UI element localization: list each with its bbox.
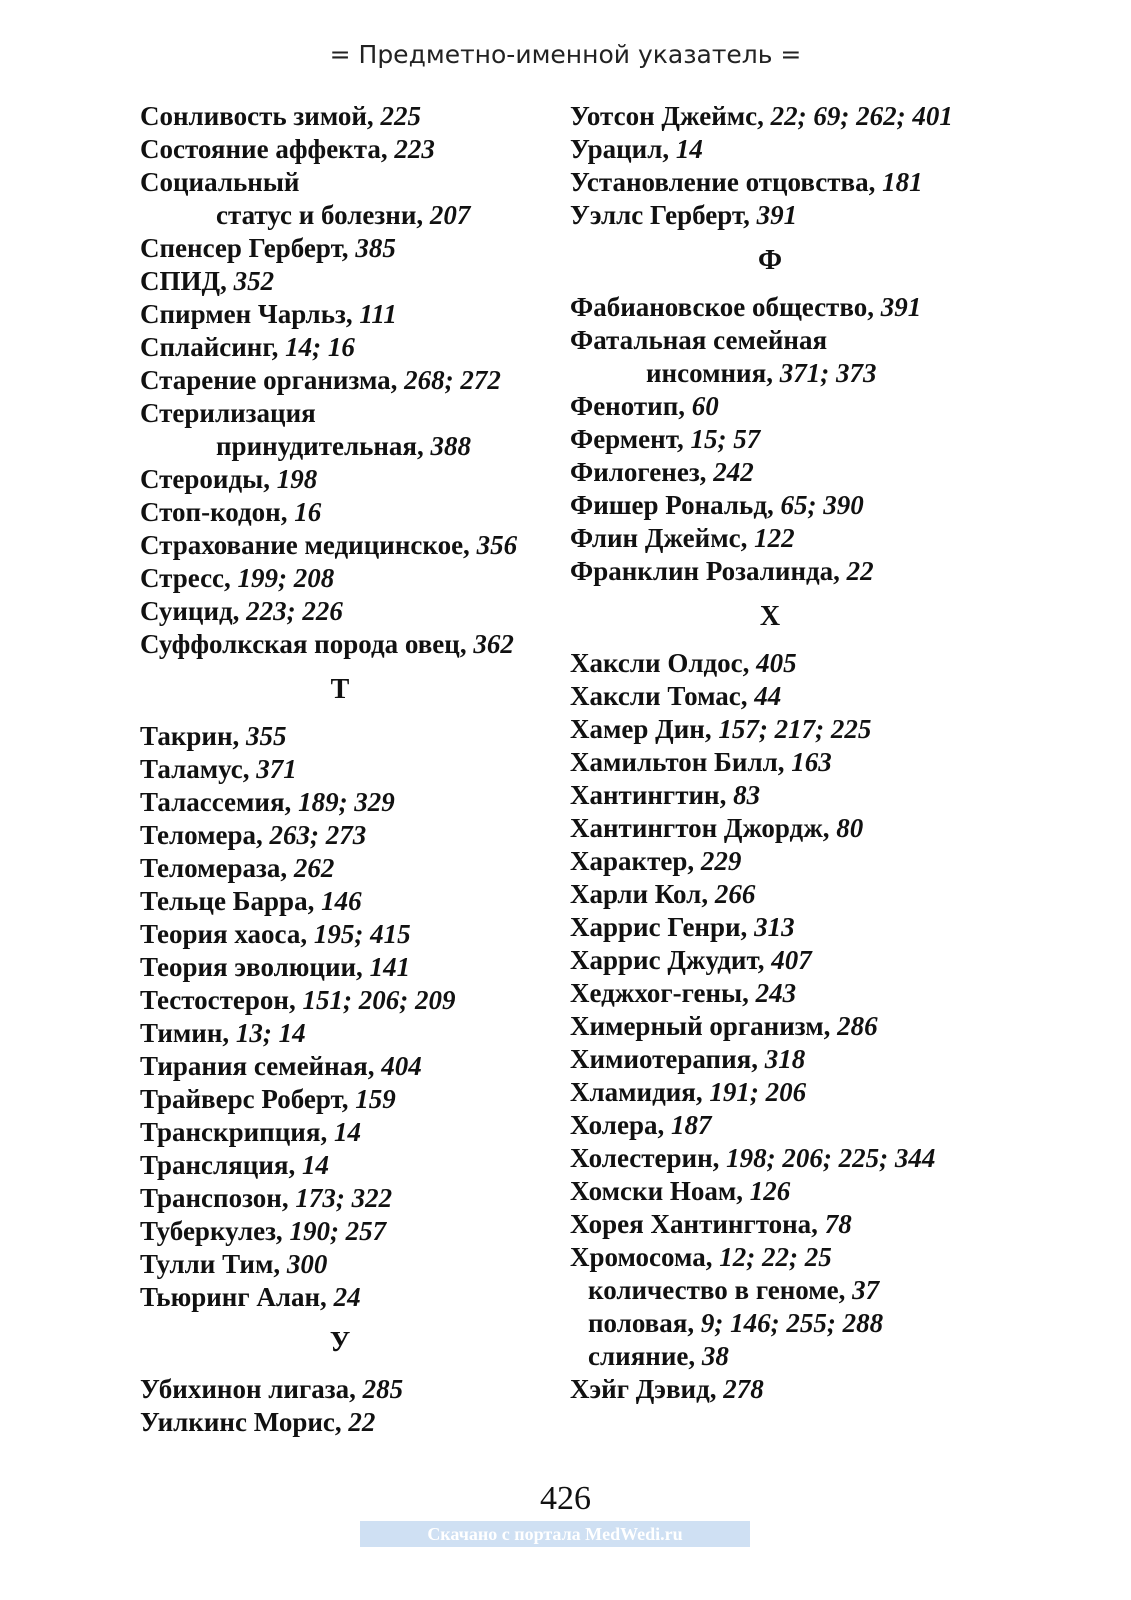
index-entry <box>140 265 560 298</box>
running-header: = Предметно-именной указатель = <box>329 40 802 69</box>
entry-pages: 198 <box>276 464 318 494</box>
entry-pages: 391 <box>756 200 798 230</box>
index-entry <box>570 977 1020 1010</box>
entry-pages: 199; 208 <box>237 563 335 593</box>
index-entry <box>140 1149 560 1182</box>
entry-pages: 16 <box>294 497 322 527</box>
entry-term: Хеджхог-гены, <box>570 978 756 1008</box>
entry-pages: 157; 217; 225 <box>718 714 872 744</box>
index-entry <box>140 232 560 265</box>
entry-pages: 187 <box>670 1110 712 1140</box>
entry-term: Холера, <box>570 1110 671 1140</box>
entry-pages: 405 <box>756 648 797 678</box>
index-entry <box>570 911 1020 944</box>
index-entry <box>570 647 1020 680</box>
entry-term: Спирмен Чарльз, <box>140 299 360 329</box>
index-entry <box>140 1281 560 1314</box>
index-entry <box>140 1050 560 1083</box>
entry-pages: 65; 390 <box>780 490 864 520</box>
entry-pages: 14; 16 <box>285 332 355 362</box>
entry-pages: 318 <box>764 1044 806 1074</box>
entry-pages: 37 <box>852 1275 880 1305</box>
index-entry <box>140 1248 560 1281</box>
entry-pages: 229 <box>700 846 742 876</box>
section-letter: Т <box>330 674 350 705</box>
index-entry <box>570 489 1020 522</box>
entry-pages: 388 <box>430 431 472 461</box>
entry-pages: 278 <box>723 1374 764 1404</box>
index-entry <box>570 199 1020 232</box>
entry-pages: 111 <box>359 299 397 329</box>
index-subentry <box>570 357 1020 390</box>
index-entry <box>140 496 560 529</box>
index-column-left <box>140 100 560 1439</box>
entry-pages: 356 <box>476 530 518 560</box>
entry-pages: 313 <box>754 912 795 942</box>
entry-pages: 14 <box>675 134 703 164</box>
entry-term: Химиотерапия, <box>570 1044 765 1074</box>
download-watermark: Скачано с портала MedWedi.ru <box>360 1521 750 1547</box>
index-entry <box>140 1083 560 1116</box>
entry-term: Теломераза, <box>140 853 294 883</box>
entry-term: Стерилизация <box>140 398 316 428</box>
entry-pages: 126 <box>749 1176 791 1206</box>
entry-term: Установление отцовства, <box>570 167 883 197</box>
index-entry <box>140 720 560 753</box>
entry-pages: 352 <box>233 266 275 296</box>
index-entry <box>570 423 1020 456</box>
entry-term: Теория эволюции, <box>140 952 370 982</box>
entry-pages: 371; 373 <box>779 358 877 388</box>
entry-term: Харрис Генри, <box>570 912 755 942</box>
entry-pages: 263; 273 <box>269 820 367 850</box>
entry-term: Социальный <box>140 167 300 197</box>
index-subentry <box>570 1307 1020 1340</box>
entry-term: Харли Кол, <box>570 879 715 909</box>
entry-term: Уотсон Джеймс, <box>570 101 771 131</box>
entry-pages: 195; 415 <box>313 919 411 949</box>
index-entry <box>140 364 560 397</box>
entry-term: Хромосома, <box>570 1242 720 1272</box>
index-entry <box>570 1241 1020 1274</box>
entry-term: Туберкулез, <box>140 1216 290 1246</box>
entry-term: Тестостерон, <box>140 985 303 1015</box>
entry-term: Тимин, <box>140 1018 236 1048</box>
entry-term: Хорея Хантингтона, <box>570 1209 825 1239</box>
entry-term: Стероиды, <box>140 464 277 494</box>
entry-pages: 151; 206; 209 <box>302 985 456 1015</box>
index-entry <box>140 397 560 430</box>
index-entry <box>570 746 1020 779</box>
entry-term: Харрис Джудит, <box>570 945 772 975</box>
entry-term: Филогенез, <box>570 457 714 487</box>
entry-pages: 190; 257 <box>289 1216 387 1246</box>
entry-pages: 22 <box>846 556 874 586</box>
entry-pages: 268; 272 <box>404 365 501 395</box>
entry-term: Уэллс Герберт, <box>570 200 757 230</box>
index-entry <box>140 786 560 819</box>
entry-term: Тулли Тим, <box>140 1249 287 1279</box>
index-entry <box>140 1373 560 1406</box>
index-entry <box>570 878 1020 911</box>
entry-term: принудительная, <box>216 431 431 461</box>
entry-pages: 385 <box>355 233 396 263</box>
entry-pages: 242 <box>713 457 754 487</box>
entry-term: Старение организма, <box>140 365 405 395</box>
entry-pages: 24 <box>333 1282 361 1312</box>
index-entry <box>570 1208 1020 1241</box>
index-entry <box>140 331 560 364</box>
entry-term: Фенотип, <box>570 391 692 421</box>
entry-term: Характер, <box>570 846 701 876</box>
entry-pages: 355 <box>246 721 287 751</box>
entry-term: Тельце Барра, <box>140 886 322 916</box>
entry-term: Теория хаоса, <box>140 919 314 949</box>
entry-term: Хэйг Дэвид, <box>570 1374 724 1404</box>
index-entry <box>570 166 1020 199</box>
index-subentry <box>570 1340 1020 1373</box>
entry-term: Убихинон лигаза, <box>140 1374 363 1404</box>
entry-pages: 243 <box>755 978 797 1008</box>
entry-pages: 286 <box>837 1011 878 1041</box>
index-entry <box>570 133 1020 166</box>
entry-pages: 12; 22; 25 <box>719 1242 832 1272</box>
entry-term: Фатальная семейная <box>570 325 828 355</box>
entry-term: Хантингтин, <box>570 780 734 810</box>
index-entry <box>570 522 1020 555</box>
entry-term: Стресс, <box>140 563 238 593</box>
entry-pages: 407 <box>771 945 812 975</box>
index-entry <box>140 463 560 496</box>
index-entry <box>570 713 1020 746</box>
entry-term: Фишер Рональд, <box>570 490 781 520</box>
entry-term: Такрин, <box>140 721 247 751</box>
entry-pages: 262 <box>293 853 335 883</box>
entry-term: Таламус, <box>140 754 257 784</box>
index-entry <box>140 133 560 166</box>
section-letter: Х <box>759 601 781 632</box>
entry-pages: 15; 57 <box>690 424 761 454</box>
entry-term: Тирания семейная, <box>140 1051 382 1081</box>
entry-term: Трансляция, <box>140 1150 303 1180</box>
entry-pages: 198; 206; 225; 344 <box>726 1143 936 1173</box>
entry-term: Хомски Ноам, <box>570 1176 750 1206</box>
entry-term: Хамер Дин, <box>570 714 719 744</box>
entry-term: Урацил, <box>570 134 676 164</box>
entry-pages: 14 <box>333 1117 361 1147</box>
index-entry <box>570 944 1020 977</box>
index-entry <box>140 166 560 199</box>
index-entry <box>140 100 560 133</box>
entry-term: Суффолкская порода овец, <box>140 629 474 659</box>
entry-pages: 44 <box>754 681 782 711</box>
entry-term: Хаксли Томас, <box>570 681 755 711</box>
entry-pages: 146 <box>321 886 362 916</box>
entry-term: СПИД, <box>140 266 234 296</box>
entry-pages: 83 <box>733 780 761 810</box>
entry-term: статус и болезни, <box>216 200 430 230</box>
entry-term: Сплайсинг, <box>140 332 286 362</box>
index-subentry <box>570 1274 1020 1307</box>
index-entry <box>140 984 560 1017</box>
index-entry <box>140 852 560 885</box>
entry-pages: 300 <box>286 1249 328 1279</box>
entry-pages: 14 <box>302 1150 330 1180</box>
index-entry <box>140 1017 560 1050</box>
entry-term: Хантингтон Джордж, <box>570 813 837 843</box>
entry-pages: 159 <box>355 1084 396 1114</box>
entry-term: Холестерин, <box>570 1143 727 1173</box>
entry-pages: 189; 329 <box>298 787 395 817</box>
index-entry <box>140 885 560 918</box>
entry-pages: 141 <box>369 952 411 982</box>
entry-term: Трайверс Роберт, <box>140 1084 356 1114</box>
index-entry <box>140 1215 560 1248</box>
entry-term: Сонливость зимой, <box>140 101 381 131</box>
index-subentry <box>140 430 560 463</box>
entry-pages: 362 <box>473 629 514 659</box>
entry-pages: 9; 146; 255; 288 <box>700 1308 884 1338</box>
entry-pages: 285 <box>362 1374 404 1404</box>
entry-term: Химерный организм, <box>570 1011 838 1041</box>
index-entry <box>140 595 560 628</box>
page-number: 426 <box>540 1480 591 1517</box>
entry-term: Фермент, <box>570 424 691 454</box>
entry-pages: 163 <box>791 747 832 777</box>
index-entry <box>570 100 1020 133</box>
index-entry <box>570 1043 1020 1076</box>
index-entry <box>140 562 560 595</box>
entry-term: Страхование медицинское, <box>140 530 477 560</box>
entry-pages: 181 <box>882 167 923 197</box>
index-entry <box>570 779 1020 812</box>
index-entry <box>140 628 560 661</box>
entry-term: Флин Джеймс, <box>570 523 755 553</box>
entry-term: Спенсер Герберт, <box>140 233 356 263</box>
index-entry <box>570 845 1020 878</box>
entry-term: Талассемия, <box>140 787 299 817</box>
entry-term: Суицид, <box>140 596 247 626</box>
entry-term: Транскрипция, <box>140 1117 334 1147</box>
entry-pages: 223; 226 <box>246 596 343 626</box>
index-entry <box>570 1373 1020 1406</box>
entry-pages: 223 <box>394 134 435 164</box>
index-entry <box>570 456 1020 489</box>
entry-pages: 404 <box>381 1051 422 1081</box>
entry-term: инсомния, <box>646 358 780 388</box>
index-entry <box>570 390 1020 423</box>
entry-pages: 22; 69; 262; 401 <box>770 101 953 131</box>
entry-pages: 122 <box>754 523 795 553</box>
entry-pages: 173; 322 <box>295 1183 393 1213</box>
entry-term: Уилкинс Морис, <box>140 1407 349 1437</box>
entry-term: Тьюринг Алан, <box>140 1282 334 1312</box>
index-entry <box>570 1076 1020 1109</box>
index-entry <box>570 555 1020 588</box>
entry-pages: 22 <box>348 1407 376 1437</box>
index-entry <box>140 819 560 852</box>
entry-pages: 391 <box>880 292 922 322</box>
index-entry <box>140 951 560 984</box>
index-entry <box>570 1142 1020 1175</box>
entry-term: Транспозон, <box>140 1183 296 1213</box>
entry-term: половая, <box>588 1308 701 1338</box>
entry-term: слияние, <box>588 1341 702 1371</box>
index-entry <box>570 1109 1020 1142</box>
entry-term: Франклин Розалинда, <box>570 556 847 586</box>
entry-pages: 207 <box>429 200 471 230</box>
section-letter: У <box>329 1327 351 1358</box>
index-subentry <box>140 199 560 232</box>
index-entry <box>140 1116 560 1149</box>
entry-term: количество в геноме, <box>588 1275 853 1305</box>
index-entry <box>140 1182 560 1215</box>
entry-term: Хламидия, <box>570 1077 710 1107</box>
entry-pages: 13; 14 <box>235 1018 306 1048</box>
index-entry <box>570 324 1020 357</box>
index-entry <box>140 918 560 951</box>
entry-term: Состояние аффекта, <box>140 134 395 164</box>
index-entry <box>140 298 560 331</box>
entry-term: Хамильтон Билл, <box>570 747 792 777</box>
entry-pages: 266 <box>714 879 756 909</box>
index-entry <box>570 680 1020 713</box>
entry-term: Теломера, <box>140 820 270 850</box>
section-letter: Ф <box>757 245 783 276</box>
index-entry <box>570 291 1020 324</box>
index-entry <box>140 529 560 562</box>
index-entry <box>140 753 560 786</box>
entry-pages: 191; 206 <box>709 1077 807 1107</box>
entry-pages: 80 <box>836 813 864 843</box>
index-entry <box>570 1010 1020 1043</box>
index-entry <box>140 1406 560 1439</box>
index-column-right <box>570 100 1020 1406</box>
entry-pages: 78 <box>824 1209 852 1239</box>
entry-pages: 371 <box>256 754 297 784</box>
entry-pages: 60 <box>691 391 719 421</box>
entry-pages: 38 <box>701 1341 729 1371</box>
entry-pages: 225 <box>380 101 421 131</box>
entry-term: Стоп-кодон, <box>140 497 295 527</box>
index-entry <box>570 812 1020 845</box>
entry-term: Хаксли Олдос, <box>570 648 757 678</box>
index-entry <box>570 1175 1020 1208</box>
entry-term: Фабиановское общество, <box>570 292 881 322</box>
